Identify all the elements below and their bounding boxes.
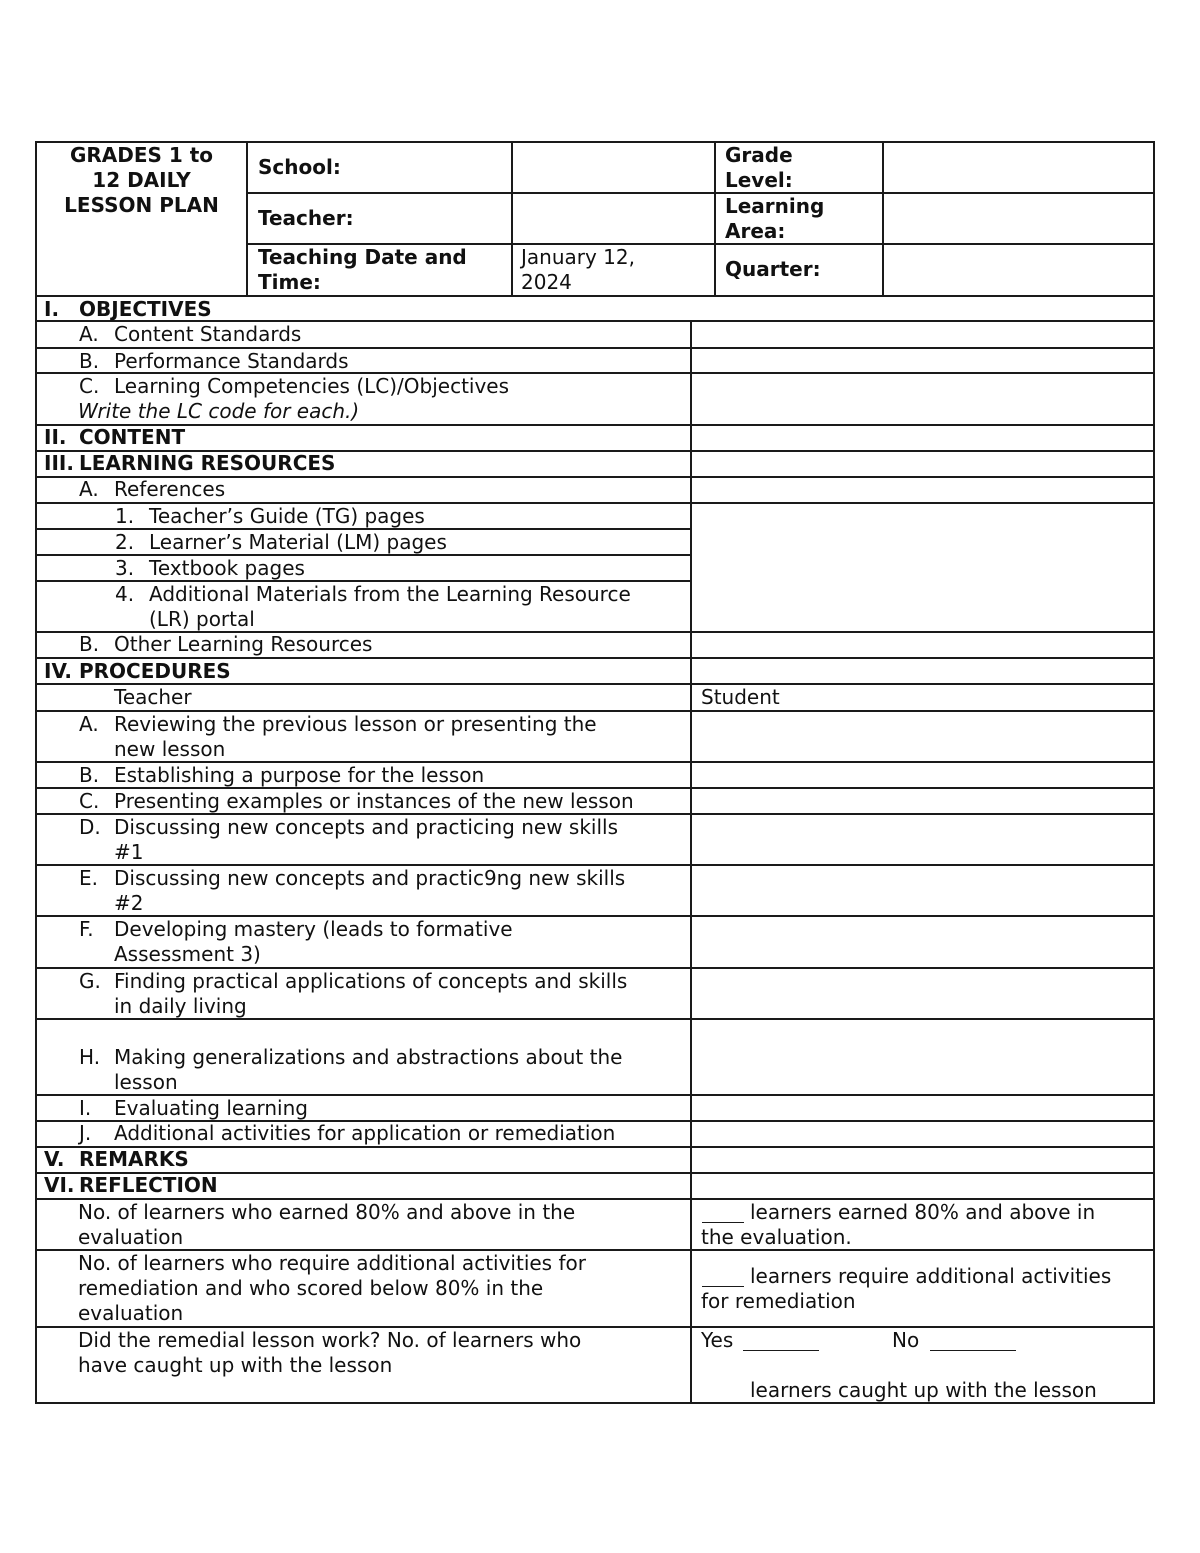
item-label: D. — [79, 815, 101, 839]
title-line: 12 DAILY — [92, 168, 191, 192]
item-label: 2. — [115, 530, 135, 554]
grade-level-label — [725, 143, 793, 193]
section-number: II. — [44, 425, 67, 449]
item-label: 3. — [115, 556, 135, 580]
section-title-remarks: REMARKS — [79, 1147, 189, 1171]
title-line: GRADES 1 to — [69, 143, 214, 167]
text-line: Reviewing the previous lesson or presenting the — [114, 712, 597, 736]
learning-competencies-label: Learning Competencies (LC)/Objectives — [114, 374, 510, 398]
section-title-content: CONTENT — [79, 425, 186, 449]
references-label: References — [114, 477, 226, 501]
text-line: Discussing new concepts and practic9ng new skills — [114, 866, 626, 890]
procedure-item — [114, 969, 627, 1019]
procedure-item: Establishing a purpose for the lesson — [114, 763, 485, 787]
procedure-item — [114, 917, 513, 967]
section-title-learning-resources: LEARNING RESOURCES — [79, 451, 336, 475]
column-divider — [690, 321, 692, 1404]
header-divider — [714, 141, 716, 296]
text-line: #1 — [114, 840, 144, 864]
section-number: V. — [44, 1147, 65, 1171]
text-line: (LR) portal — [149, 607, 255, 631]
item-label: J. — [79, 1121, 92, 1145]
text-line: Discussing new concepts and practicing new skills — [114, 815, 619, 839]
answer-blank[interactable] — [702, 1286, 744, 1287]
header-divider — [882, 141, 884, 296]
section-number: IV. — [44, 659, 72, 683]
procedure-item — [114, 866, 625, 916]
student-column-header: Student — [701, 685, 780, 709]
item-label: C. — [79, 374, 100, 398]
learning-area-label — [725, 194, 824, 244]
other-resources-label: Other Learning Resources — [114, 632, 373, 656]
reflection-answer: for remediation — [701, 1289, 856, 1313]
item-label: C. — [79, 789, 100, 813]
item-label: B. — [79, 349, 100, 373]
item-label: I. — [79, 1096, 92, 1120]
textbook-pages-label: Textbook pages — [149, 556, 305, 580]
teaching-date-label-line: Teaching Date and — [258, 245, 467, 269]
reflection-question — [78, 1328, 581, 1378]
text-line: No. of learners who require additional activities for — [78, 1251, 586, 1275]
item-label: G. — [79, 969, 101, 993]
lr-portal-label — [149, 582, 631, 632]
text-line: Making generalizations and abstractions about the — [114, 1045, 623, 1069]
text-line: Did the remedial lesson work? No. of learners who — [78, 1328, 582, 1352]
item-label: B. — [79, 632, 100, 656]
reflection-answer: learners caught up with the lesson — [750, 1378, 1097, 1402]
school-label: School: — [258, 155, 341, 179]
reflection-answer: learners earned 80% and above in — [750, 1200, 1096, 1224]
answer-blank[interactable] — [702, 1222, 744, 1223]
item-label: E. — [79, 866, 98, 890]
reflection-question — [78, 1251, 586, 1326]
item-label: A. — [79, 322, 99, 346]
text-line: new lesson — [114, 737, 226, 761]
teaching-date-label-line: Time: — [258, 270, 321, 294]
header-divider — [511, 141, 513, 296]
no-label: No — [892, 1328, 920, 1352]
table-border-left — [35, 141, 37, 1404]
section-title-objectives: OBJECTIVES — [79, 297, 212, 321]
procedure-item: Additional activities for application or remediation — [114, 1121, 616, 1145]
header-divider — [246, 141, 248, 296]
teaching-date-value-line: January 12, — [521, 245, 635, 269]
text-line: have caught up with the lesson — [78, 1353, 393, 1377]
row-line — [35, 424, 1155, 426]
content-standards-label: Content Standards — [114, 322, 302, 346]
section-title-procedures: PROCEDURES — [79, 659, 231, 683]
procedure-item: Presenting examples or instances of the new lesson — [114, 789, 634, 813]
yes-blank[interactable] — [743, 1350, 819, 1351]
text-line: lesson — [114, 1070, 178, 1094]
grade-level-label-line: Grade — [725, 143, 793, 167]
learning-area-label-line: Area: — [725, 219, 786, 243]
row-line — [246, 192, 1155, 194]
item-label: 4. — [115, 582, 135, 606]
text-line: Finding practical applications of concepts and skills — [114, 969, 628, 993]
section-number: VI. — [44, 1173, 75, 1197]
text-line: #2 — [114, 891, 144, 915]
teaching-date-value-line: 2024 — [521, 270, 572, 294]
procedure-item: Evaluating learning — [114, 1096, 308, 1120]
grade-level-label-line: Level: — [725, 168, 793, 192]
title-line: LESSON PLAN — [64, 193, 219, 217]
procedure-item — [114, 1045, 622, 1095]
text-line: evaluation — [78, 1301, 184, 1325]
reflection-answer: learners require additional activities — [750, 1264, 1112, 1288]
text-line: Additional Materials from the Learning Resource — [149, 582, 631, 606]
item-label: F. — [79, 917, 94, 941]
text-line: No. of learners who earned 80% and above in the — [78, 1200, 576, 1224]
performance-standards-label: Performance Standards — [114, 349, 349, 373]
lm-pages-label: Learner’s Material (LM) pages — [149, 530, 447, 554]
lc-code-note: Write the LC code for each.) — [78, 399, 360, 423]
reflection-question — [78, 1200, 575, 1250]
procedure-item — [114, 712, 597, 762]
tg-pages-label: Teacher’s Guide (TG) pages — [149, 504, 425, 528]
teacher-column-header: Teacher — [114, 685, 192, 709]
reflection-answer: the evaluation. — [701, 1225, 852, 1249]
item-label: A. — [79, 712, 99, 736]
learning-area-label-line: Learning — [725, 194, 825, 218]
yes-label: Yes — [701, 1328, 734, 1352]
item-label: H. — [79, 1045, 101, 1069]
text-line: evaluation — [78, 1225, 184, 1249]
text-line: Developing mastery (leads to formative — [114, 917, 513, 941]
item-label: B. — [79, 763, 100, 787]
text-line: in daily living — [114, 994, 247, 1018]
procedure-item — [114, 815, 618, 865]
section-number: I. — [44, 297, 60, 321]
teaching-date-label — [258, 245, 467, 295]
table-border-right — [1153, 141, 1155, 1404]
teacher-label: Teacher: — [258, 206, 354, 230]
teaching-date-field[interactable] — [521, 245, 635, 295]
row-line — [35, 1146, 1155, 1148]
text-line: remediation and who scored below 80% in the — [78, 1276, 544, 1300]
text-line: Assessment 3) — [114, 942, 261, 966]
item-label: A. — [79, 477, 99, 501]
section-title-reflection: REFLECTION — [79, 1173, 218, 1197]
item-label: 1. — [115, 504, 135, 528]
section-number: III. — [44, 451, 74, 475]
quarter-label: Quarter: — [725, 257, 821, 281]
no-blank[interactable] — [930, 1350, 1016, 1351]
